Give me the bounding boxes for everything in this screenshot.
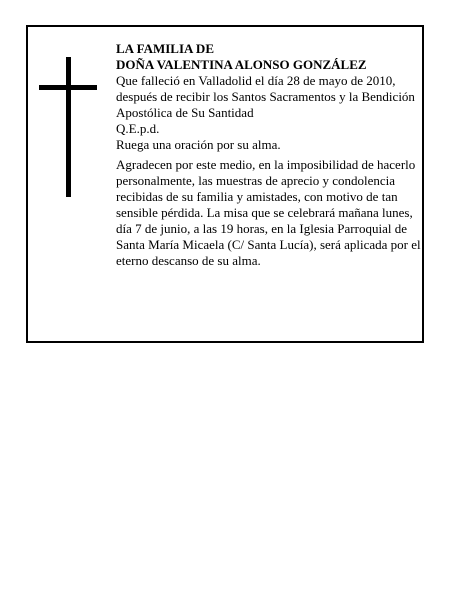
death-notice-paragraph: Que falleció en Valladolid el día 28 de mayo de 2010, después de recibir los Santos Sacramentos y la Bendición Apostólica de Su Santidad xyxy=(116,73,415,120)
cross-vertical-bar xyxy=(66,57,71,197)
prayer-request: Ruega una oración por su alma. xyxy=(116,137,281,152)
notice-text xyxy=(116,41,421,269)
cross-horizontal-bar xyxy=(39,85,97,90)
qepd-text: Q.E.p.d. xyxy=(116,121,160,136)
obituary-notice xyxy=(26,25,424,343)
thanks-paragraph: Agradecen por este medio, en la imposibilidad de hacerlo personalmente, las muestras de aprecio y condolencia recibidas de su familia y amistades, con motivo de tan sensible pérdida. La misa que se celebrará mañana lunes, día 7 de junio, a las 19 horas, en la Iglesia Parroquial de Santa María Micaela (C/ Santa Lucía), será aplicada por el eterno descanso de su alma. xyxy=(116,157,421,268)
deceased-name: DOÑA VALENTINA ALONSO GONZÁLEZ xyxy=(116,57,367,72)
family-heading: LA FAMILIA DE xyxy=(116,41,214,56)
